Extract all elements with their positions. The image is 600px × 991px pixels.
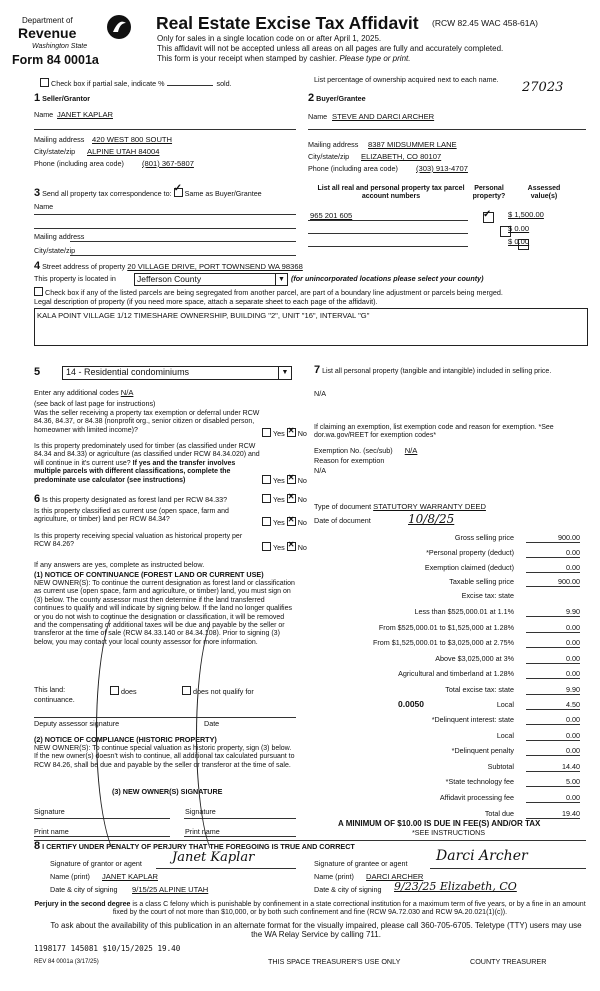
- int-local-value[interactable]: 0.00: [526, 731, 580, 741]
- section7-heading: 7 List all personal property (tangible and intangible) included in selling price.: [314, 364, 552, 376]
- continuance-label: continuance.: [34, 695, 75, 704]
- partial-sale-row: [40, 78, 232, 89]
- exemption-no-row: Exemption No. (sec/sub) N/A: [314, 446, 418, 455]
- sig-label-right: Signature: [185, 807, 216, 816]
- deputy-sig-label: Deputy assessor signature: [34, 719, 120, 728]
- tech-fee-value[interactable]: 5.00: [526, 777, 580, 787]
- seller-mail-field[interactable]: 420 WEST 800 SOUTH: [92, 135, 173, 144]
- grantee-signature[interactable]: Darci Archer: [436, 848, 528, 864]
- parcel-1[interactable]: 965 201 605: [310, 211, 353, 220]
- q-exemption-no[interactable]: [287, 428, 296, 437]
- total-due-value[interactable]: 19.40: [526, 809, 580, 819]
- land-use-value: 14 - Residential condominiums: [66, 367, 190, 377]
- chevron-down-icon: ▼: [278, 367, 291, 379]
- county-select[interactable]: [134, 273, 288, 286]
- land-use-select[interactable]: [62, 366, 292, 380]
- county-treasurer-label: COUNTY TREASURER: [470, 957, 547, 966]
- exemption-text: If claiming an exemption, list exemption code and reason for exemption. *See dor.wa.gov/REET for exemption codes*: [314, 424, 554, 440]
- q-historic-text: Is this property receiving special valuation as historical property per RCW 84.26?: [34, 533, 243, 549]
- buyer-name-label: Name: [308, 112, 328, 121]
- grantor-name-field[interactable]: JANET KAPLAR: [102, 872, 158, 881]
- calc-taxable: Taxable selling price 900.00: [449, 577, 580, 586]
- int-state-value[interactable]: 0.00: [526, 715, 580, 725]
- exemption-reason-value[interactable]: N/A: [314, 466, 326, 475]
- assessed-1[interactable]: $ 1,500.00: [508, 210, 544, 219]
- q-exemption-text: Was the seller receiving a property tax exemption or deferral under RCW 84.36, 84.37, or 84.38 (nonprofit org., senior citizen or disabled person, homeowner with limited income)?: [34, 410, 260, 434]
- segregated-row: Check box if any of the listed parcels are being segregated from another parcel, are part of a boundary line adjustment or parcels being merged.: [34, 287, 503, 298]
- dept-line1: Department of: [22, 16, 73, 25]
- calc-gross: Gross selling price 900.00: [454, 533, 580, 542]
- doc-type-row: Type of document STATUTORY WARRANTY DEED: [314, 502, 486, 511]
- calc-bracket-1: Less than $525,000.01 at 1.1% 9.90: [414, 607, 580, 616]
- personal-property-value[interactable]: N/A: [314, 389, 326, 398]
- doc-date-label: Date of document: [314, 516, 371, 525]
- q-forest-no[interactable]: [287, 494, 296, 503]
- buyer-city-label: City/state/zip: [308, 152, 350, 161]
- buyer-phone-field[interactable]: (303) 913-4707: [416, 164, 468, 173]
- buyer-phone-label: Phone (including area code): [308, 164, 398, 173]
- q-forest-yes[interactable]: [262, 494, 271, 503]
- buyer-mail-field[interactable]: 8387 MIDSUMMER LANE: [368, 140, 457, 149]
- calc-processing: Affidavit processing fee 0.00: [439, 793, 580, 802]
- see-instructions-note: *SEE INSTRUCTIONS: [412, 828, 486, 837]
- section3-name-label: Name: [34, 202, 54, 211]
- q-current-use-answer: Yes ✕ No: [262, 517, 307, 528]
- dor-logo: [8, 13, 134, 69]
- q-current-use-no[interactable]: [287, 517, 296, 526]
- q-timber-yes[interactable]: [262, 475, 271, 484]
- bracket-4-value[interactable]: 0.00: [526, 654, 580, 664]
- header-note-3: [157, 55, 410, 64]
- exemption-reason-label: Reason for exemption: [314, 456, 385, 465]
- minimum-due-note: A MINIMUM OF $10.00 IS DUE IN FEE(S) AND/OR TAX: [338, 819, 541, 828]
- seller-mail-label: Mailing address: [34, 135, 85, 144]
- dept-line2: Revenue: [18, 25, 77, 41]
- calc-exempt: Exemption claimed (deduct) 0.00: [424, 563, 580, 572]
- total-state-value[interactable]: 9.90: [526, 685, 580, 695]
- handwritten-number: 27023: [522, 80, 564, 95]
- q-exemption-answer: Yes ✕ No: [262, 428, 307, 439]
- notice2-body: NEW OWNER(S): To continue special valuation as historic property, sign (3) below. If the new owner(s) doesn't wish to continue, all additional tax calculated pursuant to RCW 84.26, shall be due and payable by the seller or transferor at the time of sale.: [34, 745, 295, 769]
- assessed-col-header: Assessed value(s): [527, 185, 561, 201]
- this-land-label: This land:: [34, 685, 66, 694]
- calc-bracket-2: From $525,000.01 to $1,525,000 at 1.28% 0.00: [378, 623, 580, 632]
- partial-sale-label: Check box if partial sale, indicate %: [51, 79, 165, 88]
- q-historic-yes[interactable]: [262, 542, 271, 551]
- seller-heading: 1 Seller/Grantor: [34, 92, 91, 104]
- header-note-1: Only for sales in a single location code on or after April 1, 2025.: [157, 34, 382, 43]
- calc-ag: Agricultural and timberland at 1.28% 0.00: [398, 669, 580, 678]
- ag-value[interactable]: 0.00: [526, 669, 580, 679]
- header-note-2: This affidavit will not be accepted unless all areas on all pages are fully and accurately completed.: [157, 44, 504, 53]
- q-timber-answer: Yes ✕ No: [262, 475, 307, 486]
- street-address-row: 4 Street address of property 20 VILLAGE DRIVE, PORT TOWNSEND WA 98368: [34, 260, 303, 272]
- grantor-name-label: Name (print): [50, 872, 90, 881]
- seller-city-field[interactable]: ALPINE UTAH 84004: [87, 147, 160, 156]
- certify-heading: 8 I CERTIFY UNDER PENALTY OF PERJURY THAT THE FOREGOING IS TRUE AND CORRECT: [34, 840, 355, 852]
- personal-col-header: Personal property?: [472, 185, 506, 201]
- personal-1-checkbox[interactable]: [483, 212, 494, 223]
- calc-personal: *Personal property (deduct) 0.00: [426, 548, 580, 557]
- grantor-signature[interactable]: Janet Kaplar: [172, 850, 255, 865]
- q-timber-text: Is this property predominately used for timber (as classified under RCW 84.34 and 84.33) or agriculture (as classified under RCW 84.34.020) and will continue in it's current use? If yes and the transfer involves multiple parcels with different classifications, complete the predominate use calculator (see instructions): [34, 443, 260, 484]
- assessed-2[interactable]: $ 0.00: [508, 224, 530, 233]
- taxable-value[interactable]: 900.00: [526, 577, 580, 587]
- form-title: Real Estate Excise Tax Affidavit: [156, 13, 419, 33]
- addl-codes-note: (see back of last page for instructions): [34, 399, 156, 408]
- q-current-use-yes[interactable]: [262, 517, 271, 526]
- segregated-checkbox[interactable]: [34, 287, 43, 296]
- does-not-checkbox[interactable]: [182, 686, 191, 695]
- q-timber-no[interactable]: [287, 475, 296, 484]
- exemption-no-field[interactable]: N/A: [404, 446, 418, 455]
- strike-mark-right: [196, 610, 246, 862]
- processing-fee-value[interactable]: 0.00: [526, 793, 580, 803]
- street-address-field[interactable]: 20 VILLAGE DRIVE, PORT TOWNSEND WA 98368: [127, 262, 303, 271]
- buyer-name-field[interactable]: STEVE AND DARCI ARCHER: [332, 112, 435, 121]
- doc-type-field[interactable]: STATUTORY WARRANTY DEED: [373, 502, 486, 511]
- grantor-date-label: Date & city of signing: [50, 885, 118, 894]
- grantee-sig-label: Signature of grantee or agent: [314, 859, 408, 868]
- unincorporated-note: (for unincorporated locations please select your county): [291, 274, 484, 283]
- does-option: does: [110, 686, 137, 697]
- section3-heading: 3 Send all property tax correspondence to: ✓ Same as Buyer/Grantee: [34, 188, 262, 199]
- grantor-date-field[interactable]: 9/15/25 ALPINE UTAH: [132, 885, 209, 894]
- perjury-notice: Perjury in the second degree is a class C felony which is punishable by confinement in a state correctional institution for a maximum term of five years, or by a fine in an amount fixed by the court of not more than $10,000, or by both such confinement and fine (RCW 9A.72.030 and RCW 9A.20.021(1)(c)).: [34, 901, 586, 917]
- calc-local: 0.0050 Local 4.50: [398, 699, 580, 709]
- calc-int-state: *Delinquent interest: state 0.00: [431, 715, 580, 724]
- seller-name-label: Name: [34, 110, 54, 119]
- notice1-body: NEW OWNER(S): To continue the current designation as forest land or classification as current use (open space, farm and agriculture, or timber) land, you must sign on (3) below. The county assessor must then determine if the land transferred continues to qualify and will indicate by signing below. If the land no longer qualifies or you do not wish to continue the designation or classification, it will be removed and the compensating or additional taxes will be due and payable by the seller or transferor at the time of sale (RCW 84.33.140 or 84.34.108). Prior to signing (3) below, you may contact your local county assessor for more information.: [34, 580, 295, 646]
- calc-total-state: Total excise tax: state 9.90: [445, 685, 580, 694]
- doc-date-field[interactable]: 10/8/25: [408, 512, 455, 526]
- calc-state-heading: Excise tax: state: [461, 591, 514, 600]
- legal-desc-label: Legal description of property (if you need more space, attach a separate sheet to each page of the affidavit).: [34, 297, 378, 306]
- q-forest-text: 6 Is this property designated as forest land per RCW 84.33?: [34, 493, 228, 505]
- calc-subtotal: Subtotal 14.40: [487, 762, 580, 771]
- bracket-3-value[interactable]: 0.00: [526, 638, 580, 648]
- q-current-use-text: Is this property classified as current use (open space, farm and agriculture, or timber) land per RCW 84.34?: [34, 508, 229, 524]
- chevron-down-icon: ▼: [275, 274, 287, 285]
- q-forest-answer: Yes ✕ No: [262, 494, 307, 505]
- header-note-3b: Please type or print.: [339, 54, 411, 63]
- calc-int-local: Local 0.00: [496, 731, 580, 740]
- grantee-date-label: Date & city of signing: [314, 885, 382, 894]
- q-historic-answer: Yes ✕ No: [262, 542, 307, 553]
- seller-phone-label: Phone (including area code): [34, 159, 124, 168]
- gross-value[interactable]: 900.00: [526, 533, 580, 543]
- seller-city-label: City/state/zip: [34, 147, 76, 156]
- buyer-city-field[interactable]: ELIZABETH, CO 80107: [361, 152, 442, 161]
- assessed-3[interactable]: $ 0.00: [508, 237, 530, 246]
- q-historic-no[interactable]: [287, 542, 296, 551]
- same-as-buyer-checkbox[interactable]: [174, 188, 183, 197]
- penalty-value[interactable]: 0.00: [526, 746, 580, 756]
- calc-bracket-4: Above $3,025,000 at 3% 0.00: [435, 654, 580, 663]
- deputy-date-label: Date: [204, 719, 220, 728]
- bracket-2-value[interactable]: 0.00: [526, 623, 580, 633]
- header-note-3a: This form is your receipt when stamped by cashier.: [157, 54, 338, 63]
- strike-mark-left: [96, 600, 152, 862]
- cashier-stamp: 1198177 145081 $10/15/2025 19.40: [34, 944, 181, 953]
- alt-format-note: To ask about the availability of this publication in an alternate format for the visually impaired, please call 360-705-6705. Teletype (TTY) users may use the WA Relay Service by calling 711.: [50, 921, 582, 940]
- located-in-label: This property is located in: [34, 274, 116, 283]
- print-label-right: Print name: [185, 827, 220, 836]
- notice1-heading: (1) NOTICE OF CONTINUANCE (FOREST LAND OR CURRENT USE): [34, 570, 264, 579]
- section3-city-label: City/state/zip: [34, 246, 76, 255]
- notice3-heading: (3) NEW OWNER(S) SIGNATURE: [112, 787, 223, 796]
- grantee-name-field[interactable]: DARCI ARCHER: [366, 872, 424, 881]
- seller-phone-field[interactable]: (801) 367-5807: [142, 159, 194, 168]
- legal-description-field[interactable]: KALA POINT VILLAGE 1/12 TIMESHARE OWNERSHIP, BUILDING "2", UNIT "16", INTERVAL "G": [34, 308, 588, 346]
- dor-swirl-icon: [106, 14, 132, 40]
- buyer-section: [308, 94, 586, 180]
- section5-num: 5: [34, 366, 41, 378]
- does-not-option: does not qualify for: [182, 686, 254, 697]
- calc-tech: *State technology fee 5.00: [445, 777, 580, 786]
- treasurer-use-label: THIS SPACE TREASURER'S USE ONLY: [268, 957, 401, 966]
- calc-total: Total due 19.40: [484, 809, 580, 818]
- grantee-date-field[interactable]: 9/23/25 Elizabeth, CO: [394, 880, 517, 893]
- partial-sale-label-2: sold.: [216, 79, 232, 88]
- section3-mail-label: Mailing address: [34, 232, 85, 241]
- parcel-col-header: List all real and personal property tax parcel account numbers: [317, 185, 465, 201]
- addl-codes-row: Enter any additional codes N/A: [34, 388, 134, 397]
- county-value: Jefferson County: [137, 274, 202, 284]
- dept-line3: Washington State: [32, 43, 88, 50]
- bracket-1-value[interactable]: 9.90: [526, 607, 580, 617]
- exempt-deduct-value[interactable]: 0.00: [526, 563, 580, 573]
- print-label-left: Print name: [34, 827, 69, 836]
- seller-section: [34, 94, 296, 180]
- local-value[interactable]: 4.50: [526, 700, 580, 710]
- ownership-note: List percentage of ownership acquired next to each name.: [314, 75, 499, 84]
- addl-codes-field[interactable]: N/A: [120, 388, 134, 397]
- if-yes-note: If any answers are yes, complete as instructed below.: [34, 560, 205, 569]
- calc-bracket-3: From $1,525,000.01 to $3,025,000 at 2.75% 0.00: [372, 638, 580, 647]
- q-exemption-yes[interactable]: [262, 428, 271, 437]
- grantee-name-label: Name (print): [314, 872, 354, 881]
- subtotal-value[interactable]: 14.40: [526, 762, 580, 772]
- grantor-sig-label: Signature of grantor or agent: [50, 859, 142, 868]
- partial-sale-checkbox[interactable]: [40, 78, 49, 87]
- calc-penalty: *Delinquent penalty 0.00: [451, 746, 580, 755]
- seller-name-field[interactable]: JANET KAPLAR: [57, 110, 113, 119]
- revision-code: REV 84 0001a (3/17/25): [34, 959, 99, 965]
- buyer-heading: 2 Buyer/Grantee: [308, 92, 366, 104]
- local-rate: 0.0050: [398, 699, 424, 709]
- personal-deduct-value[interactable]: 0.00: [526, 548, 580, 558]
- sig-label-left: Signature: [34, 807, 65, 816]
- notice2-heading: (2) NOTICE OF COMPLIANCE (HISTORIC PROPERTY): [34, 735, 217, 744]
- rcw-reference: (RCW 82.45 WAC 458-61A): [432, 18, 538, 28]
- buyer-mail-label: Mailing address: [308, 140, 359, 149]
- form-number: Form 84 0001a: [12, 53, 99, 67]
